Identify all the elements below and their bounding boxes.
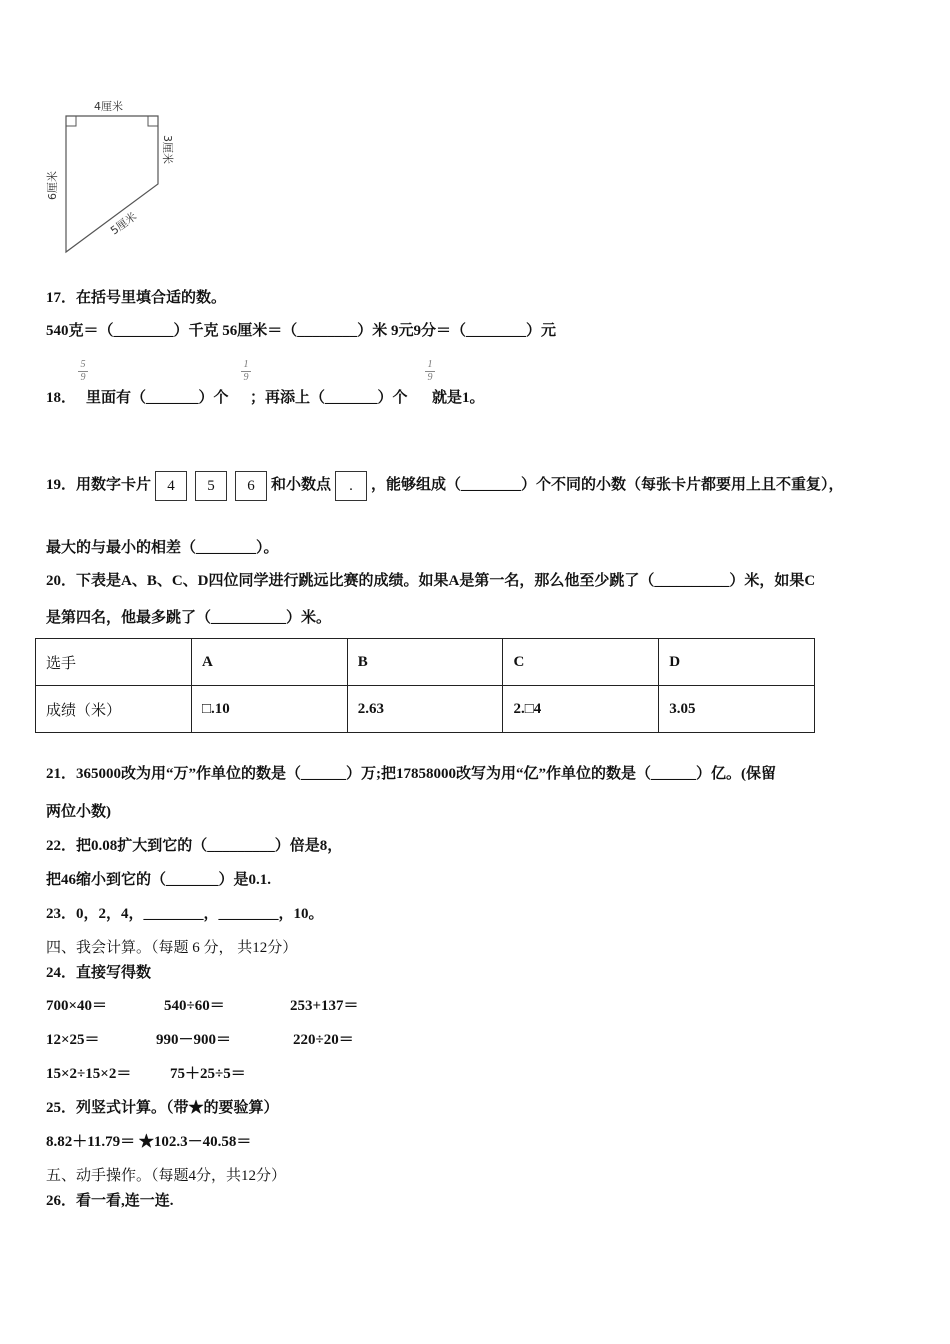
q19-line1 [46,470,844,501]
q20-line2: 是第四名，他最多跳了（__________）米。 [46,610,332,626]
table-cell: D [659,639,815,686]
q25-line: 8.82＋11.79＝ ★102.3－40.58＝ [46,1134,252,1150]
table-cell: 2.□4 [503,686,659,733]
digit-card-4: 4 [155,471,187,501]
calc-item: 15×2÷15×2＝ [46,1066,132,1082]
calc-item: 990－900＝ [156,1032,232,1048]
table-cell: 成绩（米） [36,686,192,733]
q23-line: 23．0，2，4，________，________，10。 [46,906,324,922]
score-table [35,638,815,733]
decimal-point-card: . [335,471,367,501]
table-header-row [36,639,815,686]
table-cell: □.10 [191,686,347,733]
table-cell: 选手 [36,639,192,686]
section-4-title: 四、我会计算。（每题 6 分， 共12分） [46,940,298,956]
q18-part3: 就是1。 [432,390,485,406]
q19-suffix: ，能够组成（________）个不同的小数（每张卡片都要用上且不重复）， [371,477,844,493]
digit-card-6: 6 [235,471,267,501]
q25-title: 25．列竖式计算。（带★的要验算） [46,1100,279,1116]
q21-line2: 两位小数) [46,804,111,820]
table-cell: 2.63 [347,686,503,733]
label-top: 4厘米 [94,100,123,113]
digit-card-5: 5 [195,471,227,501]
q19-prefix: 19．用数字卡片 [46,477,152,493]
q20-line1: 20．下表是A、B、C、D四位同学进行跳远比赛的成绩。如果A是第一名，那么他至少跳了（__________）米，如果C [46,573,816,589]
q26-title: 26．看一看,连一连. [46,1193,174,1209]
fraction-1-9-a: 1 9 [241,360,251,383]
q22-line1: 22．把0.08扩大到它的（_________）倍是8， [46,838,343,854]
q17-title: 17．在括号里填合适的数。 [46,290,227,306]
q22-line2: 把46缩小到它的（_______）是0.1. [46,872,272,888]
q19-mid: 和小数点 [271,477,332,493]
calc-item: 75＋25÷5＝ [170,1066,246,1082]
q18-part1: 里面有（_______）个 [86,390,229,406]
q17-line: 540克＝（________）千克 56厘米＝（________）米 9元9分＝（________）元 [46,323,557,339]
fraction-5-9: 5 9 [78,360,88,383]
table-cell: C [503,639,659,686]
q24-title: 24．直接写得数 [46,965,152,981]
table-cell: B [347,639,503,686]
label-left: 6厘米 [46,171,59,200]
table-cell: 3.05 [659,686,815,733]
calc-item: 12×25＝ [46,1032,100,1048]
q18-part2: ；再添上（_______）个 [250,390,408,406]
calc-item: 253+137＝ [290,998,359,1014]
label-right: 3厘米 [161,135,174,164]
fraction-1-9-b: 1 9 [425,360,435,383]
q18-prefix: 18． [46,390,77,406]
q19-line2: 最大的与最小的相差（________）。 [46,540,279,556]
calc-item: 700×40＝ [46,998,108,1014]
calc-item: 540÷60＝ [164,998,225,1014]
label-slant: 5厘米 [108,209,140,238]
section-5-title: 五、动手操作。（每题4分，共12分） [46,1168,287,1184]
trapezoid-figure [40,95,190,260]
q21-line1: 21．365000改为用“万”作单位的数是（______）万;把17858000改写为用“亿”作单位的数是（______）亿。(保留 [46,766,776,782]
table-cell: A [191,639,347,686]
table-row [36,686,815,733]
calc-item: 220÷20＝ [293,1032,354,1048]
